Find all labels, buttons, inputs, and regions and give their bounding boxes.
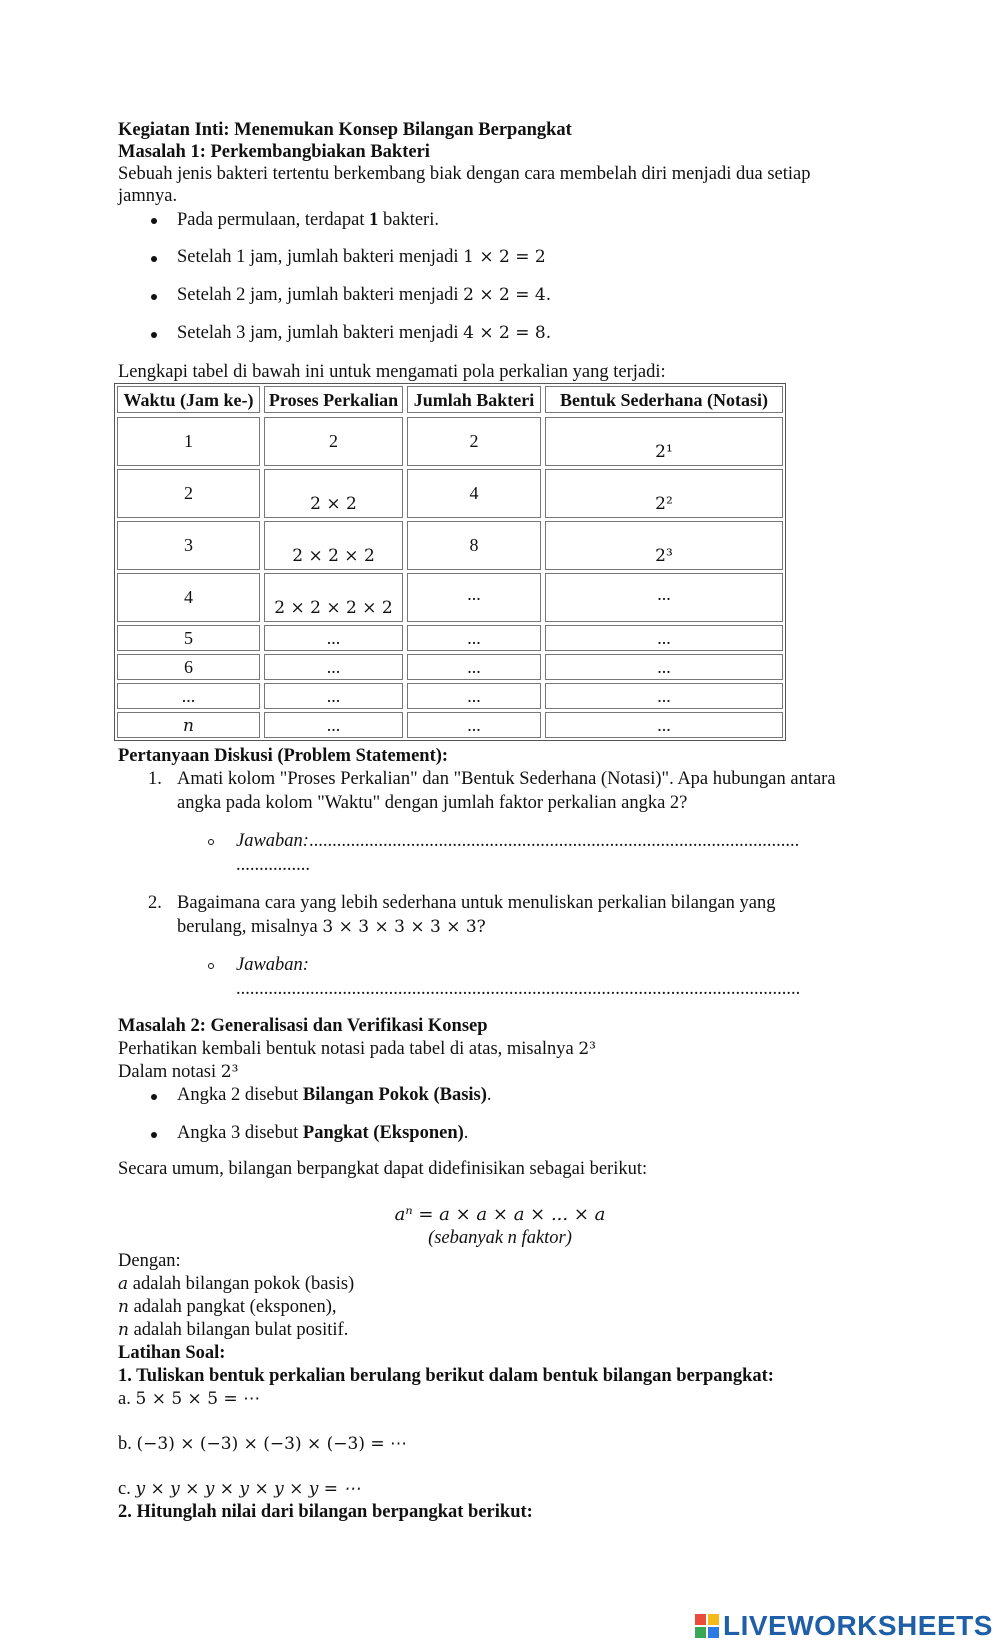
bacteria-table	[114, 383, 786, 741]
power-formula: aⁿ = a × a × a × ... × a	[394, 1204, 606, 1225]
brand-name: LIVEWORKSHEETS	[723, 1610, 993, 1641]
formula-note: (sebanyak n faktor)	[428, 1228, 572, 1248]
bullet-icon	[151, 1132, 157, 1138]
table-cell: 2 × 2	[264, 469, 403, 518]
problem1-intro-line1: Sebuah jenis bakteri tertentu berkembang biak dengan cara membelah diri menjadi dua setiap	[118, 164, 811, 184]
table-cell: ...	[407, 712, 541, 738]
table-cell: ...	[545, 712, 783, 738]
table-cell: ...	[545, 683, 783, 709]
definitions-label: Dengan:	[118, 1251, 181, 1271]
table-cell: 2	[407, 417, 541, 466]
problem2-line1: Perhatikan kembali bentuk notasi pada tabel di atas, misalnya 2³	[118, 1039, 596, 1059]
table-cell: 3	[117, 521, 260, 570]
table-cell: ...	[264, 683, 403, 709]
question2-line1: Bagaimana cara yang lebih sederhana untuk menuliskan perkalian bilangan yang	[177, 893, 776, 913]
problem1-intro-line2: jamnya.	[118, 186, 178, 206]
table-cell: 2 × 2 × 2 × 2	[264, 573, 403, 622]
question-number: 2.	[148, 893, 162, 913]
table-cell: 2³	[545, 521, 783, 570]
table-cell: ...	[407, 654, 541, 680]
bullet-hour3: Setelah 3 jam, jumlah bakteri menjadi 4 × 2 = 8.	[177, 323, 552, 343]
exercise1-instruction: 1. Tuliskan bentuk perkalian berulang berikut dalam bentuk bilangan berpangkat:	[118, 1366, 774, 1386]
answer1[interactable]: Jawaban:..........................................................................................................	[236, 831, 800, 851]
bullet-icon	[151, 332, 157, 338]
circle-bullet-icon	[208, 839, 214, 845]
definition-exponent: n adalah pangkat (eksponen),	[118, 1297, 337, 1317]
table-cell: ...	[264, 712, 403, 738]
table-cell: 5	[117, 625, 260, 651]
table-cell: 6	[117, 654, 260, 680]
bullet-hour1: Setelah 1 jam, jumlah bakteri menjadi 1 × 2 = 2	[177, 247, 546, 267]
table-cell: 8	[407, 521, 541, 570]
question1-line1: Amati kolom "Proses Perkalian" dan "Bentuk Sederhana (Notasi)". Apa hubungan antara	[177, 769, 836, 789]
table-cell: ...	[407, 625, 541, 651]
table-cell: 2	[117, 469, 260, 518]
logo-mark-icon	[695, 1614, 719, 1638]
definition-positive-integer: n adalah bilangan bulat positif.	[118, 1320, 349, 1340]
table-cell: ...	[545, 654, 783, 680]
table-cell: ...	[264, 625, 403, 651]
table-cell: 2	[264, 417, 403, 466]
table-cell: ...	[117, 683, 260, 709]
exercise1b: b. (−3) × (−3) × (−3) × (−3) = ⋯	[118, 1434, 408, 1454]
problem1-title: Masalah 1: Perkembangbiakan Bakteri	[118, 142, 430, 162]
question1-line2: angka pada kolom "Waktu" dengan jumlah faktor perkalian angka 2?	[177, 793, 688, 813]
table-cell: ...	[264, 654, 403, 680]
bullet-initial: Pada permulaan, terdapat 1 bakteri.	[177, 210, 439, 230]
bullet-icon	[151, 218, 157, 224]
activity-heading: Kegiatan Inti: Menemukan Konsep Bilangan Berpangkat	[118, 120, 572, 140]
bullet-icon	[151, 294, 157, 300]
exercises-title: Latihan Soal:	[118, 1343, 226, 1363]
question2-line2: berulang, misalnya 3 × 3 × 3 × 3 × 3?	[177, 917, 486, 937]
table-cell: ...	[407, 573, 541, 622]
table-cell: 2¹	[545, 417, 783, 466]
table-cell: ...	[545, 573, 783, 622]
table-cell: n	[117, 712, 260, 738]
circle-bullet-icon	[208, 963, 214, 969]
answer1-continuation[interactable]: ................	[236, 855, 310, 875]
table-header-cell: Jumlah Bakteri	[407, 386, 541, 413]
question-number: 1.	[148, 769, 162, 789]
table-cell: ...	[545, 625, 783, 651]
exercise1a: a. 5 × 5 × 5 = ⋯	[118, 1389, 261, 1409]
table-header-cell: Waktu (Jam ke-)	[117, 386, 260, 413]
exercise1c: c. y × y × y × y × y × y = ⋯	[118, 1479, 361, 1499]
exponent-definition: Angka 3 disebut Pangkat (Eksponen).	[177, 1123, 469, 1143]
bullet-icon	[151, 256, 157, 262]
general-statement: Secara umum, bilangan berpangkat dapat didefinisikan sebagai berikut:	[118, 1159, 648, 1179]
table-header-cell: Proses Perkalian	[264, 386, 403, 413]
liveworksheets-logo	[695, 1610, 993, 1642]
answer2-label: Jawaban:	[236, 955, 309, 975]
table-cell: 4	[407, 469, 541, 518]
table-cell: 4	[117, 573, 260, 622]
table-header-cell: Bentuk Sederhana (Notasi)	[545, 386, 783, 413]
table-cell: ...	[407, 683, 541, 709]
definition-base: a adalah bilangan pokok (basis)	[118, 1274, 355, 1294]
table-cell: 2 × 2 × 2	[264, 521, 403, 570]
problem2-line2: Dalam notasi 2³	[118, 1062, 239, 1082]
table-intro: Lengkapi tabel di bawah ini untuk mengamati pola perkalian yang terjadi:	[118, 362, 666, 382]
table-cell: 1	[117, 417, 260, 466]
table-cell: 2²	[545, 469, 783, 518]
bullet-icon	[151, 1094, 157, 1100]
exercise2-instruction: 2. Hitunglah nilai dari bilangan berpangkat berikut:	[118, 1502, 533, 1522]
basis-definition: Angka 2 disebut Bilangan Pokok (Basis).	[177, 1085, 492, 1105]
bullet-hour2: Setelah 2 jam, jumlah bakteri menjadi 2 × 2 = 4.	[177, 285, 552, 305]
discussion-title: Pertanyaan Diskusi (Problem Statement):	[118, 746, 449, 766]
answer2[interactable]: ..........................................................................................................................	[236, 979, 801, 999]
problem2-title: Masalah 2: Generalisasi dan Verifikasi Konsep	[118, 1016, 488, 1036]
